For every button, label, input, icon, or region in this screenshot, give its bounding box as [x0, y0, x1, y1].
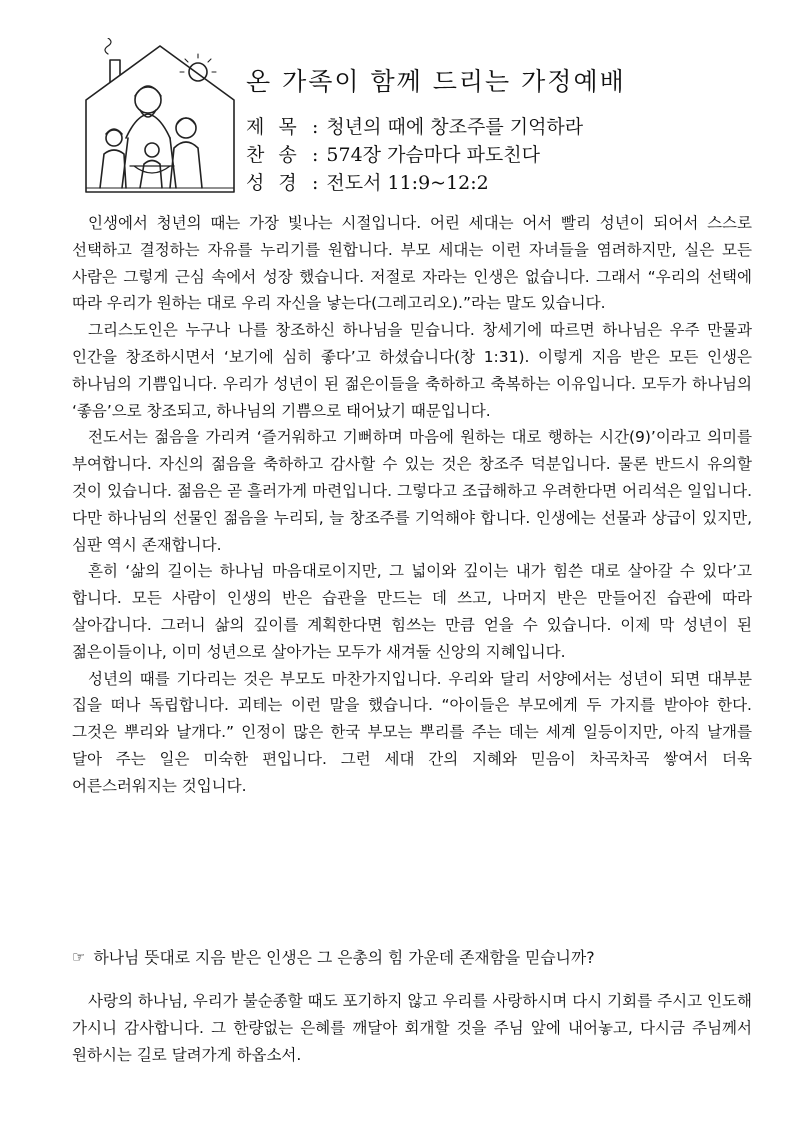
body-paragraph: 흔히 ‘삶의 길이는 하나님 마음대로이지만, 그 넓이와 깊이는 내가 힘쓴 대로 살아갈 수 있다’고 합니다. 모든 사람이 인생의 반은 습관을 만드는 데 쓰고, 나머지 반은 만들어진 습관에 따라 살아갑니다. 그러니 삶의 깊이를 계획한다면 힘쓰는 만큼 얻을 수 있습니다. 이제 막 성년이 된 젊은이들이나, 이미 성년으로 살아가는 모두가 새겨둘 신앙의 지혜입니다. [72, 562, 752, 661]
hymn-row [246, 141, 583, 169]
body-paragraph: 인생에서 청년의 때는 가장 빛나는 시절입니다. 어린 세대는 어서 빨리 성년이 되어서 스스로 선택하고 결정하는 자유를 누리기를 원합니다. 부모 세대는 이런 자녀들을 염려하지만, 실은 모든 사람은 그렇게 근심 속에서 성장 했습니다. 저절로 자라는 인생은 없습니다. 그래서 “우리의 선택에 따라 우리가 원하는 대로 우리 자신을 낳는다(그레고리오).”라는 말도 있습니다. [72, 214, 752, 313]
body-paragraph: 전도서는 젊음을 가리켜 ‘즐거워하고 기뻐하며 마음에 원하는 대로 행하는 시간(9)’이라고 의미를 부여합니다. 자신의 젊음을 축하하고 감사할 수 있는 것은 창조주 덕분입니다. 물론 반드시 유의할 것이 있습니다. 젊음은 곧 흘러가게 마련입니다. 그렇다고 조급해하고 우려한다면 어리석은 일입니다. 다만 하나님의 선물인 젊음을 누리되, 늘 창조주를 기억해야 합니다. 인생에는 선물과 상급이 있지만, 심판 역시 존재합니다. [72, 428, 752, 554]
scripture-value: 전도서 11:9~12:2 [326, 172, 489, 194]
page-title: 온 가족이 함께 드리는 가정예배 [246, 67, 626, 96]
subject-label: 제목 [246, 116, 311, 138]
separator: : [312, 116, 319, 138]
hymn-label: 찬송 [246, 144, 311, 166]
family-house-illustration [78, 38, 243, 198]
reflection-question [72, 945, 762, 968]
subject-row [246, 113, 583, 141]
scripture-label: 성경 [246, 172, 311, 194]
separator: : [312, 172, 319, 194]
body-paragraph: 그리스도인은 누구나 나를 창조하신 하나님을 믿습니다. 창세기에 따르면 하나님은 우주 만물과 인간을 창조하시면서 ‘보기에 심히 좋다’고 하셨습니다(창 1:31). 이렇게 지음 받은 모든 인생은 하나님의 기쁨입니다. 우리가 성년이 된 젊은이들을 축하하고 축복하는 이유입니다. 모두가 하나님의 ‘좋음’으로 창조되고, 하나님의 기쁨으로 태어났기 때문입니다. [72, 321, 752, 420]
separator: : [312, 144, 319, 166]
scripture-row [246, 169, 583, 197]
sermon-body [72, 210, 752, 800]
closing-prayer: 사랑의 하나님, 우리가 불순종할 때도 포기하지 않고 우리를 사랑하시며 다시 기회를 주시고 인도해 가시니 감사합니다. 그 한량없는 은혜를 깨달아 회개할 것을 주님 앞에 내어놓고, 다시금 주님께서 원하시는 길로 달려가게 하옵소서. [72, 992, 752, 1064]
subject-value: 청년의 때에 창조주를 기억하라 [326, 116, 584, 138]
body-paragraph: 성년의 때를 기다리는 것은 부모도 마찬가지입니다. 우리와 달리 서양에서는 성년이 되면 대부분 집을 떠나 독립합니다. 괴테는 이런 말을 했습니다. “아이들은 부모에게 두 가지를 받아야 한다. 그것은 뿌리와 날개다.” 인정이 많은 한국 부모는 뿌리를 주는 데는 세계 일등이지만, 아직 날개를 달아 주는 일은 미숙한 편입니다. 그런 세대 간의 지혜와 믿음이 차곡차곡 쌓여서 더욱 어른스러워지는 것입니다. [72, 669, 752, 795]
hymn-value: 574장 가슴마다 파도친다 [326, 144, 540, 166]
pointing-hand-icon: ☞ [72, 947, 86, 966]
question-text: 하나님 뜻대로 지음 받은 인생은 그 은총의 힘 가운데 존재함을 믿습니까? [93, 948, 595, 967]
worship-info [246, 113, 583, 197]
